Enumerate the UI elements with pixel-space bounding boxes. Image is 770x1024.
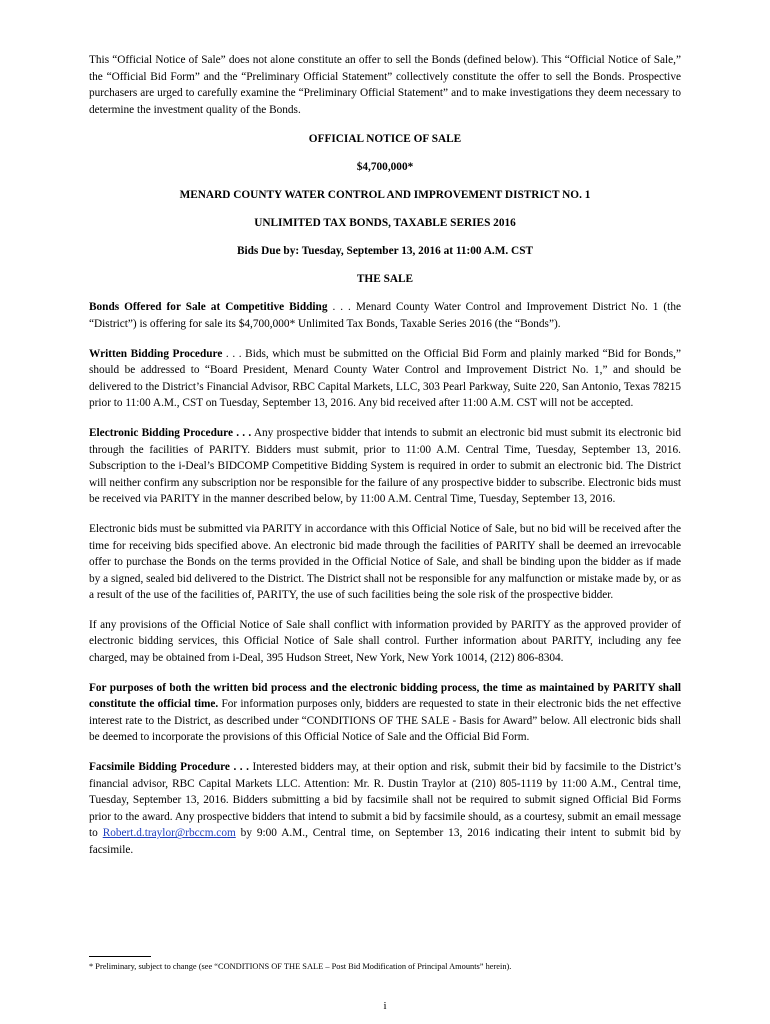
intro-paragraph: This “Official Notice of Sale” does not alone constitute an offer to sell the Bonds (defined below). This “Official Notice of Sale,” the “Official Bid Form” and the “Preliminary Official Statement” collectively constitute the offer to sell the Bonds. Prospective purchasers are urged to carefully examine the “Preliminary Official Statement” and to make investigations they deem necessary to determine the investment quality of the Bonds. (89, 54, 681, 116)
facsimile-text-after: by 9:00 A.M., Central time, on September 13, 2016 indicating their intent to submit bid by facsimile. (89, 827, 681, 856)
electronic-bidding-lead: Electronic Bidding Procedure . . . (89, 426, 252, 439)
document-page (89, 52, 681, 872)
written-bidding-paragraph (89, 346, 681, 412)
the-sale-heading: THE SALE (356, 273, 414, 286)
bonds-offered-text: . . . Menard County Water Control and Improvement District No. 1 (the “District”) is offering for sale its $4,700,000* Unlimited Tax Bonds, Taxable Series 2016 (the “Bonds”). (89, 301, 681, 330)
issuer-name: MENARD COUNTY WATER CONTROL AND IMPROVEMENT DISTRICT NO. 1 (179, 189, 591, 202)
bond-amount: $4,700,000* (356, 161, 414, 174)
conflict-paragraph: If any provisions of the Official Notice of Sale shall conflict with information provided by PARITY as the approved provider of electronic bidding services, this Official Notice of Sale shall control. Further information about PARITY, including any fee charged, may be obtained from i-Deal, 395 Hudson Street, New York, New York 10014, (212) 806-8304. (89, 618, 681, 665)
footnote-rule (89, 956, 151, 957)
facsimile-paragraph (89, 759, 681, 859)
footnote-area (89, 956, 681, 972)
facsimile-lead: Facsimile Bidding Procedure . . . (89, 761, 249, 774)
written-bidding-lead: Written Bidding Procedure (89, 347, 223, 360)
bonds-offered-lead: Bonds Offered for Sale at Competitive Bidding (89, 301, 328, 314)
official-time-text: For information purposes only, bidders are requested to state in their electronic bids the net effective interest rate to the District, as described under “CONDITIONS OF THE SALE - Basis for Award” below. All electronic bids shall be deemed to incorporate the provisions of this Official Notice of Sale and the Official Bid Form. (89, 698, 681, 744)
electronic-bidding-text: Any prospective bidder that intends to submit an electronic bid must submit its electronic bid through the facilities of PARITY. Bidders must submit, prior to 11:00 A.M. Central Time, Tuesday, September 13, 2016. Subscription to the i-Deal’s BIDCOMP Competitive Bidding System is required in order to submit an electronic bid. The District will neither confirm any subscription nor be responsible for the failure of any prospective bidder to subscribe. Electronic bids must be received via PARITY in the manner described below, by 11:00 A.M. Central Time, Tuesday, September 13, 2016. (89, 426, 681, 506)
page-number: i (383, 1000, 387, 1012)
email-link[interactable]: Robert.d.traylor@rbccm.com (102, 827, 236, 840)
official-time-lead: For purposes of both the written bid process and the electronic bidding process, the time as maintained by PARITY shall constitute the official time. (89, 681, 681, 711)
official-time-paragraph (89, 680, 681, 746)
electronic-bids-paragraph: Electronic bids must be submitted via PARITY in accordance with this Official Notice of Sale, but no bid will be received after the time for receiving bids specified above. An electronic bid made through the facilities of PARITY shall be deemed an irrevocable offer to purchase the Bonds on the terms provided in the Official Notice of Sale, and shall be binding upon the bidder as if made by a signed, sealed bid delivered to the District. The District shall not be responsible for any malfunction or mistake made by, or as a result of the use of the facilities of, PARITY, the use of such facilities being the sole risk of the prospective bidder. (89, 522, 681, 602)
electronic-bidding-paragraph (89, 425, 681, 508)
bids-due: Bids Due by: Tuesday, September 13, 2016 at 11:00 A.M. CST (236, 245, 534, 258)
bond-series: UNLIMITED TAX BONDS, TAXABLE SERIES 2016 (254, 217, 516, 230)
written-bidding-text: . . . Bids, which must be submitted on the Official Bid Form and plainly marked “Bid for Bonds,” should be addressed to “Board President, Menard County Water Control and Improvement District No. 1,” and should be delivered to the District’s Financial Advisor, RBC Capital Markets, LLC, 303 Pearl Parkway, Suite 220, San Antonio, Texas 78215 prior to 11:00 A.M., CST on Tuesday, September 13, 2016. Any bid received after 11:00 A.M. CST will not be accepted. (89, 347, 681, 410)
facsimile-text-before: Interested bidders may, at their option and risk, submit their bid by facsimile to the District’s financial advisor, RBC Capital Markets LLC. Attention: Mr. R. Dustin Traylor at (210) 805-1119 by 11:00 A.M., Central time, Tuesday, September 13, 2016. Bidders submitting a bid by facsimile shall not be required to submit signed Official Bid Forms prior to the award. Any prospective bidders that intend to submit a bid by facsimile should, as a courtesy, submit an email message to (89, 761, 681, 840)
footnote-text: * Preliminary, subject to change (see “CONDITIONS OF THE SALE – Post Bid Modification of Principal Amounts” herein). (89, 962, 512, 971)
bonds-offered-paragraph (89, 299, 681, 332)
notice-title: OFFICIAL NOTICE OF SALE (308, 133, 462, 146)
